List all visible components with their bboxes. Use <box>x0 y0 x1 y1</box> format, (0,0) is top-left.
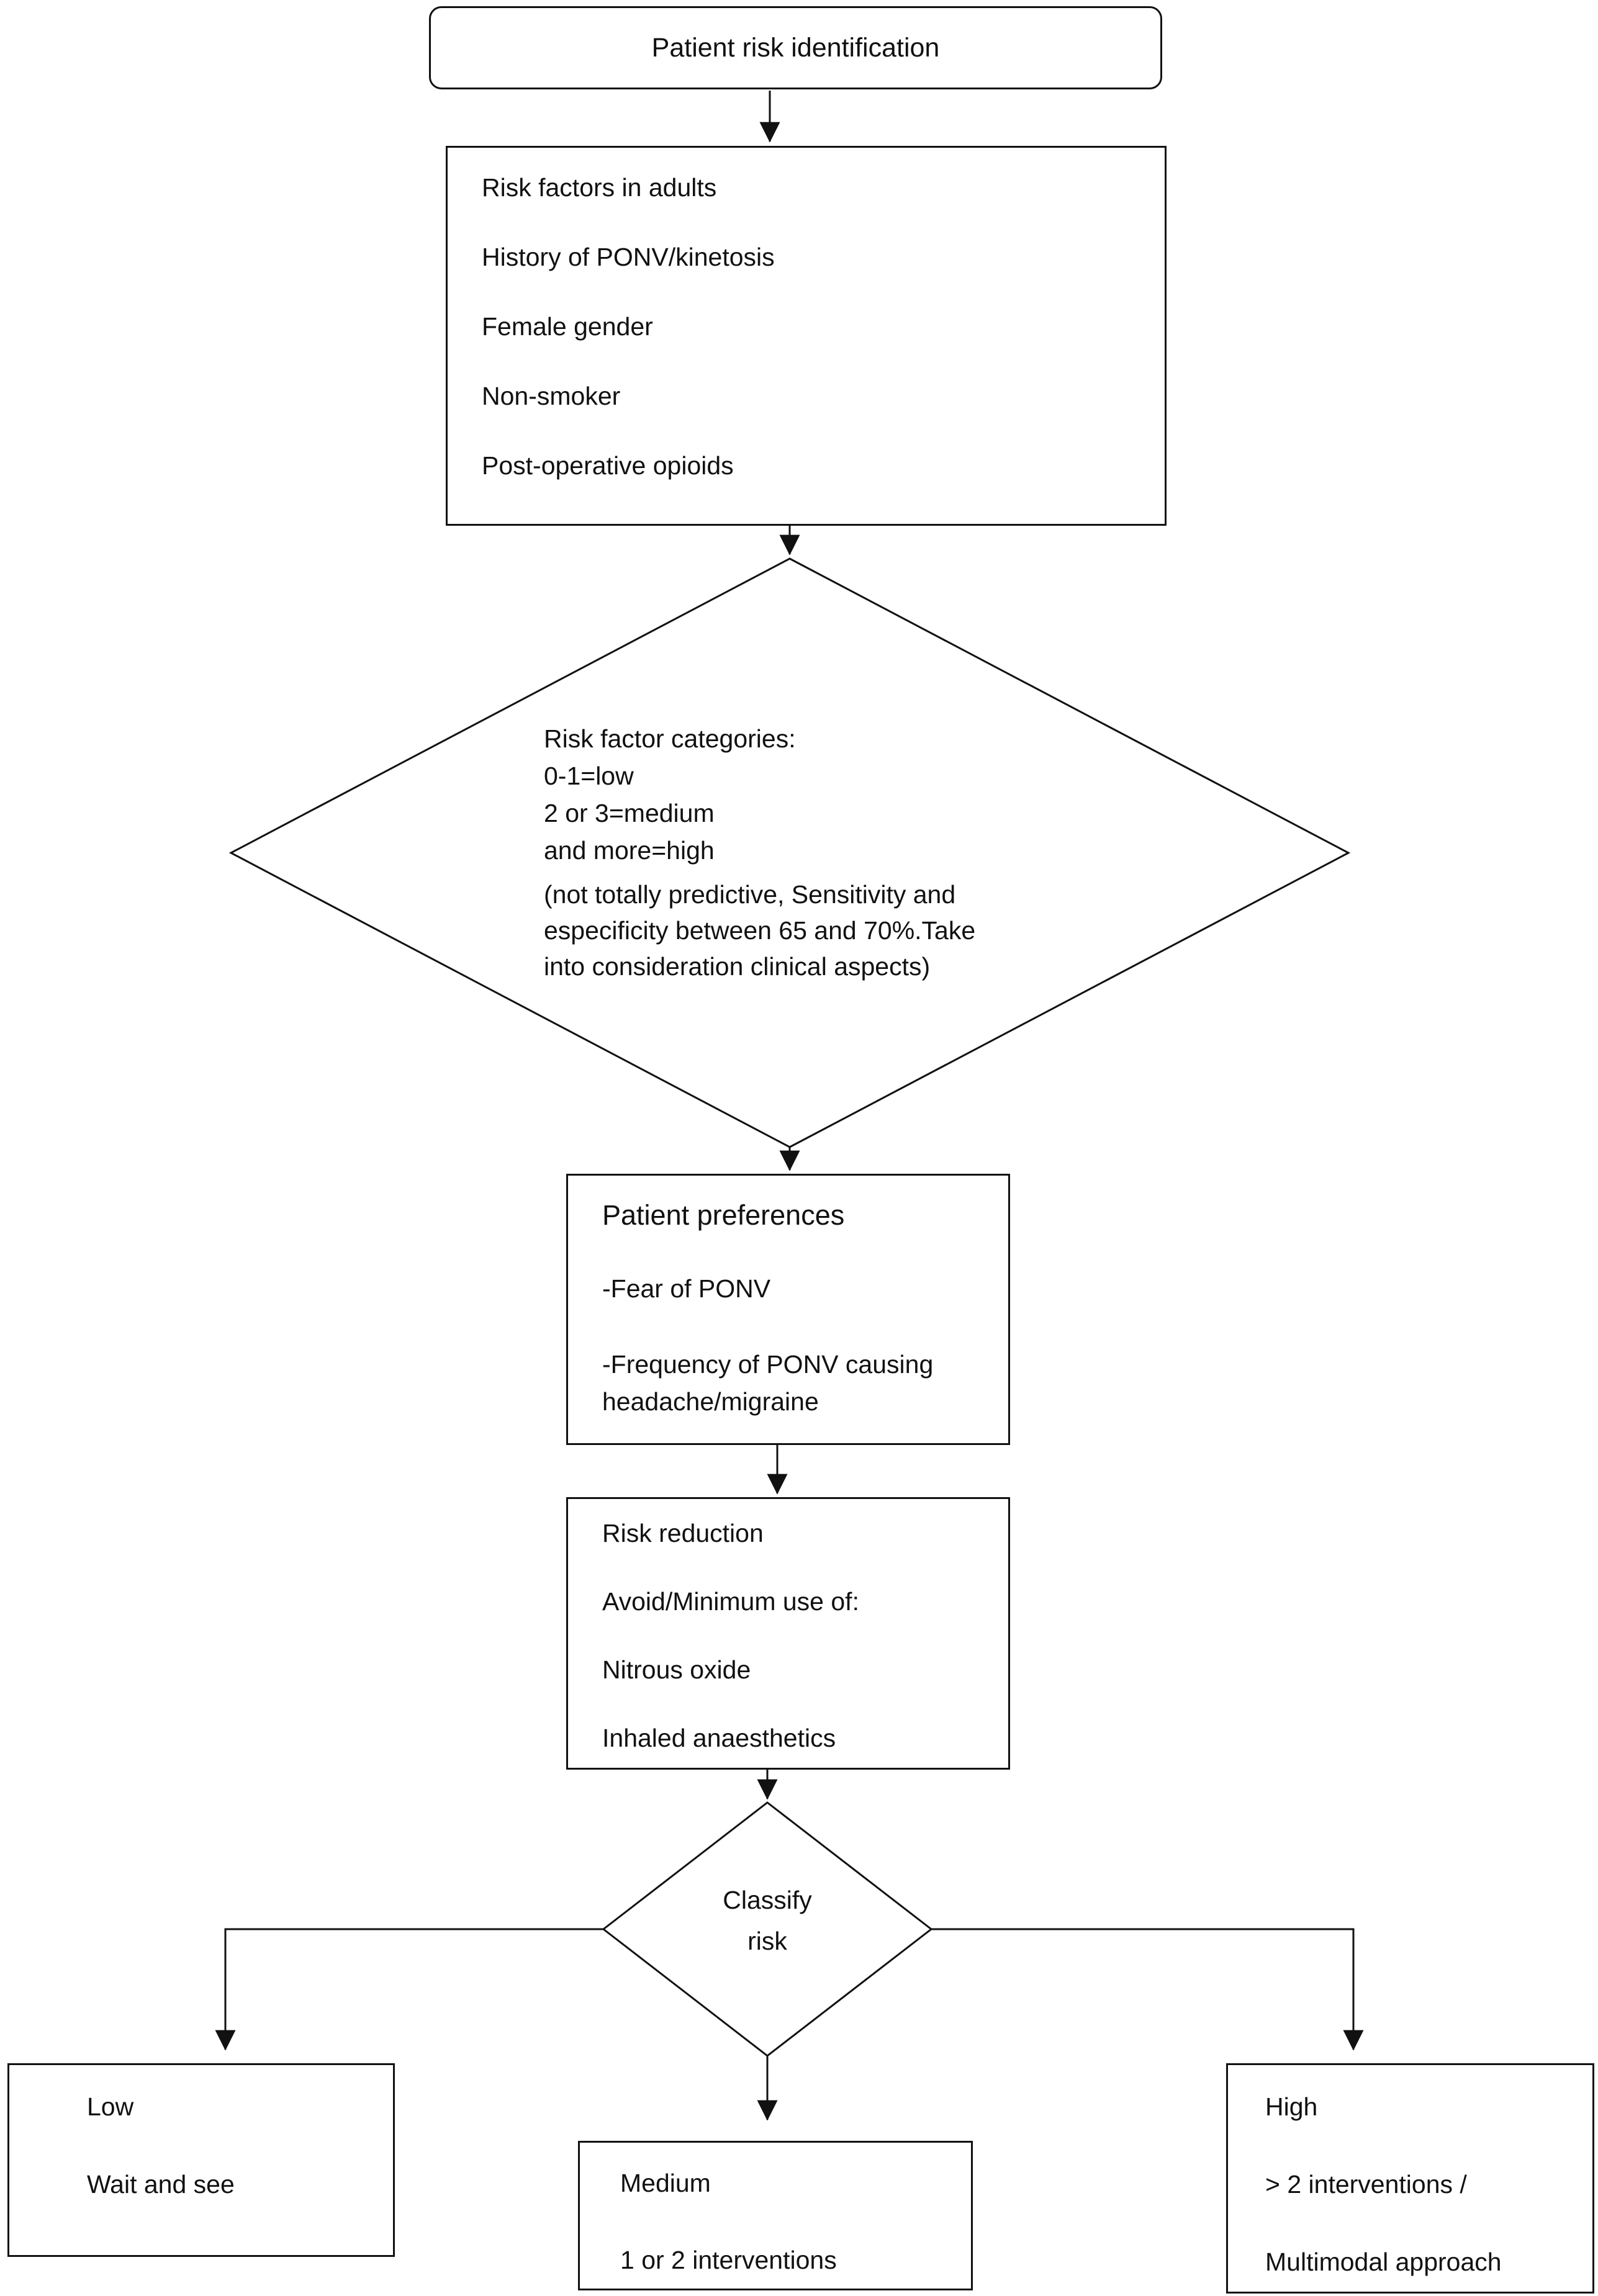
node-low-risk <box>7 2063 395 2257</box>
low-line: Wait and see <box>87 2170 235 2199</box>
node-title-label: Patient risk identification <box>651 33 940 63</box>
risk-categories-text <box>544 720 1127 984</box>
risk-category-line: 2 or 3=medium <box>544 799 715 827</box>
risk-factor-line: History of PONV/kinetosis <box>482 243 775 271</box>
medium-title: Medium <box>620 2169 711 2197</box>
medium-line: 1 or 2 interventions <box>620 2246 837 2274</box>
low-title: Low <box>87 2092 134 2121</box>
node-risk-reduction <box>566 1497 1010 1770</box>
high-line: > 2 interventions / <box>1265 2170 1467 2199</box>
risk-category-line: Risk factor categories: <box>544 724 796 753</box>
risk-reduction-line: Inhaled anaesthetics <box>602 1724 836 1752</box>
node-medium-risk <box>578 2141 973 2290</box>
risk-reduction-line: Risk reduction <box>602 1519 764 1547</box>
node-high-risk <box>1226 2063 1594 2294</box>
risk-reduction-line: Avoid/Minimum use of: <box>602 1587 859 1616</box>
risk-category-line: 0-1=low <box>544 762 634 790</box>
risk-reduction-line: Nitrous oxide <box>602 1655 751 1684</box>
arrow-classify-to-low <box>225 1929 603 2050</box>
risk-factor-line: Risk factors in adults <box>482 173 717 202</box>
high-title: High <box>1265 2092 1318 2121</box>
high-line: Multimodal approach <box>1265 2248 1502 2276</box>
risk-factor-line: Post-operative opioids <box>482 451 734 480</box>
risk-category-note-line: especificity between 65 and 70%.Take <box>544 916 976 945</box>
risk-category-note-line: into consideration clinical aspects) <box>544 952 931 981</box>
risk-factor-line: Non-smoker <box>482 382 621 410</box>
patient-preferences-line: -Fear of PONV <box>602 1274 771 1303</box>
node-patient-preferences <box>566 1174 1010 1445</box>
classify-risk-text <box>643 1880 892 1961</box>
node-risk-factors <box>446 146 1167 526</box>
patient-preferences-title: Patient preferences <box>602 1199 845 1231</box>
patient-preferences-line: -Frequency of PONV causing headache/migraine <box>602 1350 941 1416</box>
arrow-classify-to-high <box>931 1929 1353 2050</box>
risk-category-note-line: (not totally predictive, Sensitivity and <box>544 880 956 909</box>
classify-line: risk <box>747 1927 787 1955</box>
classify-line: Classify <box>723 1886 812 1914</box>
risk-category-line: and more=high <box>544 836 715 865</box>
risk-factor-line: Female gender <box>482 312 653 341</box>
node-patient-risk-identification <box>429 6 1162 89</box>
